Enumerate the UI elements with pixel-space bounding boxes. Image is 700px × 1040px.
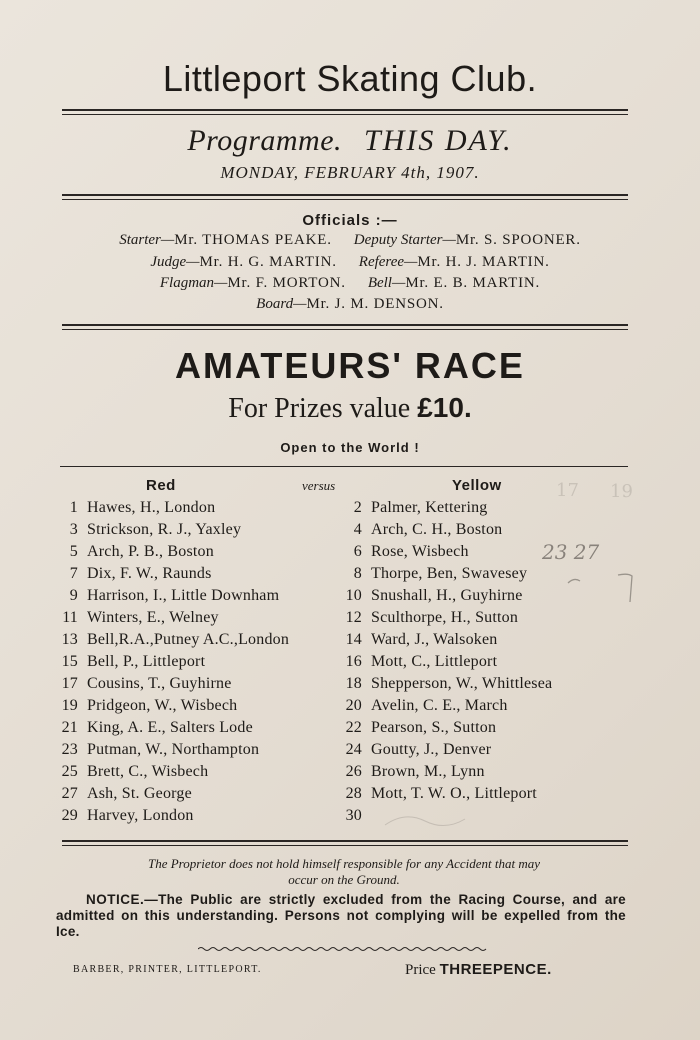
entry-row bbox=[0, 543, 700, 565]
board-role: Board— bbox=[256, 296, 307, 312]
deputy-starter-role: Deputy Starter— bbox=[353, 232, 456, 248]
double-rule bbox=[62, 109, 628, 115]
entry-number: 30 bbox=[345, 807, 362, 824]
yellow-entrant: Mott, T. W. O., Littleport bbox=[371, 785, 537, 802]
entry-number: 17 bbox=[61, 675, 78, 692]
disclaimer-line: The Proprietor does not hold himself responsible for any Accident that may bbox=[147, 856, 540, 871]
entry-row bbox=[0, 499, 700, 521]
officials-line-1 bbox=[0, 232, 700, 249]
entry-number: 4 bbox=[353, 521, 362, 538]
red-entrant: Winters, E., Welney bbox=[87, 609, 219, 626]
red-entrant: Cousins, T., Guyhirne bbox=[87, 675, 232, 692]
entry-number: 23 bbox=[61, 741, 78, 758]
entry-number: 12 bbox=[345, 609, 362, 626]
handwritten-note: 23 27 bbox=[542, 540, 600, 564]
programme-label: Programme. bbox=[187, 124, 343, 157]
entry-number: 22 bbox=[345, 719, 362, 736]
price-label: Price bbox=[405, 962, 436, 978]
event-date: MONDAY, FEBRUARY 4th, 1907. bbox=[220, 163, 480, 182]
double-rule bbox=[62, 194, 628, 200]
entry-row bbox=[0, 609, 700, 631]
yellow-column-header: Yellow bbox=[452, 477, 502, 494]
wavy-divider bbox=[198, 946, 488, 952]
entry-row bbox=[0, 697, 700, 719]
entry-number: 11 bbox=[62, 609, 78, 626]
yellow-entrant: Palmer, Kettering bbox=[371, 499, 488, 516]
faint-pencil-mark: 19 bbox=[610, 481, 633, 502]
entry-number: 25 bbox=[61, 763, 78, 780]
flagman-name: Mr. F. MORTON. bbox=[227, 275, 346, 291]
entry-row bbox=[0, 565, 700, 587]
yellow-entrant: Avelin, C. E., March bbox=[371, 697, 508, 714]
entry-row bbox=[0, 807, 700, 829]
entry-number: 18 bbox=[345, 675, 362, 692]
entry-number: 5 bbox=[69, 543, 78, 560]
starter-name: Mr. THOMAS PEAKE. bbox=[174, 232, 332, 248]
entry-number: 29 bbox=[61, 807, 78, 824]
yellow-entrant: Snushall, H., Guyhirne bbox=[371, 587, 523, 604]
entry-row bbox=[0, 741, 700, 763]
officials-line-4 bbox=[0, 296, 700, 313]
entry-row bbox=[0, 631, 700, 653]
red-entrant: Brett, C., Wisbech bbox=[87, 763, 209, 780]
entry-number: 9 bbox=[69, 587, 78, 604]
referee-role: Referee— bbox=[358, 254, 418, 270]
red-entrant: Bell, P., Littleport bbox=[87, 653, 206, 670]
entry-number: 3 bbox=[69, 521, 78, 538]
entry-number: 13 bbox=[61, 631, 78, 648]
entry-number: 7 bbox=[69, 565, 78, 582]
red-entrant: Putman, W., Northampton bbox=[87, 741, 260, 758]
entry-number: 1 bbox=[69, 499, 78, 516]
red-entrant: Strickson, R. J., Yaxley bbox=[87, 521, 242, 538]
programme-line bbox=[0, 124, 700, 158]
prizes-line bbox=[0, 392, 700, 425]
red-entrant: Dix, F. W., Raunds bbox=[87, 565, 212, 582]
red-entrant: Arch, P. B., Boston bbox=[87, 543, 214, 560]
yellow-entrant: Goutty, J., Denver bbox=[371, 741, 492, 758]
board-name: Mr. J. M. DENSON. bbox=[306, 296, 444, 312]
yellow-entrant: Thorpe, Ben, Swavesey bbox=[371, 565, 528, 582]
entry-number: 2 bbox=[353, 499, 362, 516]
officials-heading: Officials :— bbox=[302, 212, 398, 229]
notice bbox=[56, 892, 626, 940]
yellow-entrant: Shepperson, W., Whittlesea bbox=[371, 675, 553, 692]
versus-label: versus bbox=[302, 478, 336, 493]
officials-line-2 bbox=[0, 254, 700, 271]
flagman-role: Flagman— bbox=[159, 275, 228, 291]
officials-line-3 bbox=[0, 275, 700, 292]
this-day-label: THIS DAY. bbox=[364, 124, 513, 157]
entry-row bbox=[0, 719, 700, 741]
prizes-text: For Prizes value bbox=[228, 393, 411, 424]
single-rule bbox=[60, 466, 628, 467]
notice-body: —The Public are strictly excluded from the Racing Course, and are admitted on this understanding. Persons not complying will be expelled from the Ice. bbox=[56, 892, 626, 939]
red-column-header: Red bbox=[146, 477, 176, 494]
entry-number: 28 bbox=[345, 785, 362, 802]
yellow-entrant: Rose, Wisbech bbox=[371, 543, 469, 560]
entry-number: 8 bbox=[353, 565, 362, 582]
starter-role: Starter— bbox=[119, 232, 175, 248]
double-rule bbox=[62, 324, 628, 330]
double-rule bbox=[62, 840, 628, 846]
entry-number: 14 bbox=[345, 631, 362, 648]
entry-number: 27 bbox=[61, 785, 78, 802]
judge-role: Judge— bbox=[150, 254, 200, 270]
prize-amount: £10. bbox=[417, 392, 472, 423]
price-value: THREEPENCE. bbox=[439, 961, 552, 978]
red-entrant: Ash, St. George bbox=[87, 785, 192, 802]
yellow-entrant: Pearson, S., Sutton bbox=[371, 719, 497, 736]
bell-name: Mr. E. B. MARTIN. bbox=[405, 275, 541, 291]
yellow-entrant: Arch, C. H., Boston bbox=[371, 521, 503, 538]
entry-number: 20 bbox=[345, 697, 362, 714]
entry-number: 16 bbox=[345, 653, 362, 670]
open-to-world: Open to the World ! bbox=[280, 440, 420, 455]
entry-number: 24 bbox=[345, 741, 362, 758]
entry-number: 6 bbox=[353, 543, 362, 560]
yellow-entrant: Sculthorpe, H., Sutton bbox=[371, 609, 519, 626]
race-title: AMATEURS' RACE bbox=[175, 345, 525, 386]
disclaimer bbox=[60, 856, 628, 888]
entry-number: 10 bbox=[345, 587, 362, 604]
club-title: Littleport Skating Club. bbox=[162, 58, 538, 99]
red-entrant: Harvey, London bbox=[87, 807, 194, 824]
red-entrant: Bell,R.A.,Putney A.C.,London bbox=[87, 631, 290, 648]
disclaimer-line: occur on the Ground. bbox=[288, 872, 400, 887]
entry-row bbox=[0, 521, 700, 543]
red-entrant: Pridgeon, W., Wisbech bbox=[87, 697, 238, 714]
entry-number: 21 bbox=[61, 719, 78, 736]
judge-name: Mr. H. G. MARTIN. bbox=[199, 254, 337, 270]
entry-row bbox=[0, 653, 700, 675]
yellow-entrant: Mott, C., Littleport bbox=[371, 653, 498, 670]
faint-pencil-mark: 17 bbox=[556, 480, 579, 501]
price bbox=[405, 961, 552, 979]
notice-title: NOTICE. bbox=[86, 892, 145, 907]
red-entrant: King, A. E., Salters Lode bbox=[87, 719, 253, 736]
red-entrant: Hawes, H., London bbox=[87, 499, 216, 516]
yellow-entrant: Ward, J., Walsoken bbox=[371, 631, 498, 648]
entry-row bbox=[0, 763, 700, 785]
entry-number: 19 bbox=[61, 697, 78, 714]
referee-name: Mr. H. J. MARTIN. bbox=[417, 254, 550, 270]
entry-row bbox=[0, 587, 700, 609]
deputy-starter-name: Mr. S. SPOONER. bbox=[455, 232, 581, 248]
printer-credit: BARBER, PRINTER, LITTLEPORT. bbox=[73, 964, 262, 975]
entry-number: 26 bbox=[345, 763, 362, 780]
yellow-entrant: Brown, M., Lynn bbox=[371, 763, 485, 780]
entries-list bbox=[0, 499, 700, 829]
entry-row bbox=[0, 675, 700, 697]
entry-number: 15 bbox=[61, 653, 78, 670]
red-entrant: Harrison, I., Little Downham bbox=[87, 587, 280, 604]
entry-row bbox=[0, 785, 700, 807]
bell-role: Bell— bbox=[367, 275, 406, 291]
